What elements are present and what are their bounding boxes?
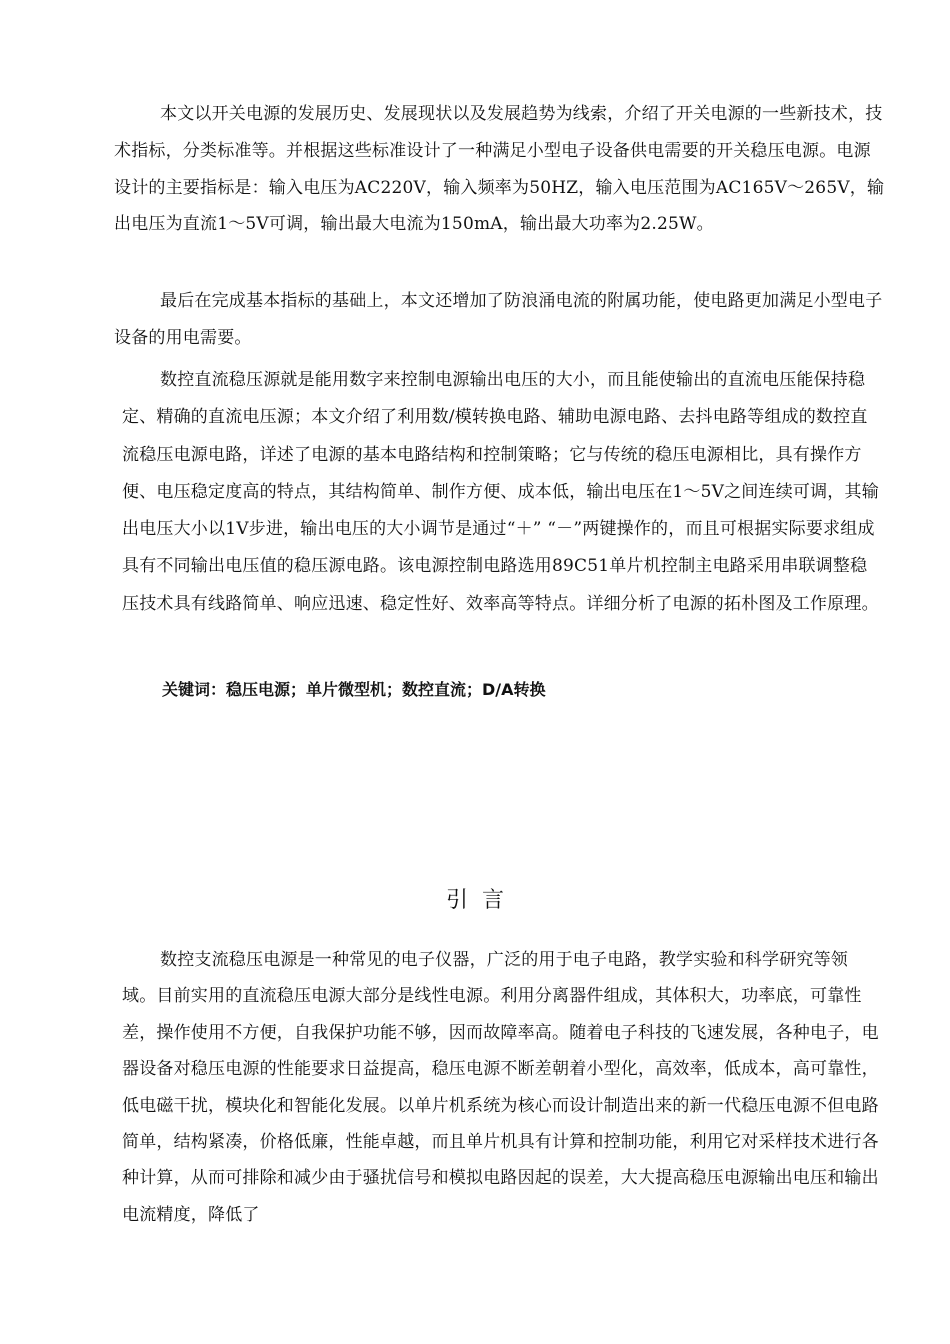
abstract-paragraph-2: 最后在完成基本指标的基础上，本文还增加了防浪涌电流的附属功能，使电路更加满足小型电子设备的用电需要。 (114, 291, 883, 348)
introduction-heading: 引言 (445, 888, 518, 913)
keywords-line: 关键词：稳压电源；单片微型机；数控直流；D/A转换 (162, 680, 546, 699)
introduction-paragraph-1: 数控支流稳压电源是一种常见的电子仪器，广泛的用于电子电路，教学实验和科学研究等领域。目前实用的直流稳压电源大部分是线性电源。利用分离器件组成，其体积大，功率底，可靠性差，操作使用不方便，自我保护功能不够，因而故障率高。随着电子科技的飞速发展，各种电子，电器设备对稳压电源的性能要求日益提高，稳压电源不断差朝着小型化，高效率，低成本，高可靠性，低电磁干扰，模块化和智能化发展。以单片机系统为核心而设计制造出来的新一代稳压电源不但电路简单，结构紧凑，价格低廉，性能卓越，而且单片机具有计算和控制功能，利用它对采样技术进行各种计算，从而可排除和减少由于骚扰信号和模拟电路因起的误差，大大提高稳压电源输出电压和输出电流精度，降低了 (122, 950, 879, 1225)
abstract-paragraph-1: 本文以开关电源的发展历史、发展现状以及发展趋势为线索，介绍了开关电源的一些新技术，技术指标，分类标准等。并根据这些标准设计了一种满足小型电子设备供电需要的开关稳压电源。电源设计的主要指标是：输入电压为AC220V，输入频率为50HZ，输入电压范围为AC165V～265V，输出电压为直流1～5V可调，输出最大电流为150mA，输出最大功率为2.25W。 (114, 104, 885, 235)
abstract-paragraph-3: 数控直流稳压源就是能用数字来控制电源输出电压的大小，而且能使输出的直流电压能保持稳定、精确的直流电压源；本文介绍了利用数/模转换电路、辅助电源电路、去抖电路等组成的数控直流稳压电源电路，详述了电源的基本电路结构和控制策略；它与传统的稳压电源相比，具有操作方便、电压稳定度高的特点，其结构简单、制作方便、成本低，输出电压在1～5V之间连续可调，其输出电压大小以1V步进，输出电压的大小调节是通过“＋” “－”两键操作的，而且可根据实际要求组成具有不同输出电压值的稳压源电路。该电源控制电路选用89C51单片机控制主电路采用串联调整稳压技术具有线路简单、响应迅速、稳定性好、效率高等特点。详细分析了电源的拓朴图及工作原理。 (122, 370, 879, 614)
